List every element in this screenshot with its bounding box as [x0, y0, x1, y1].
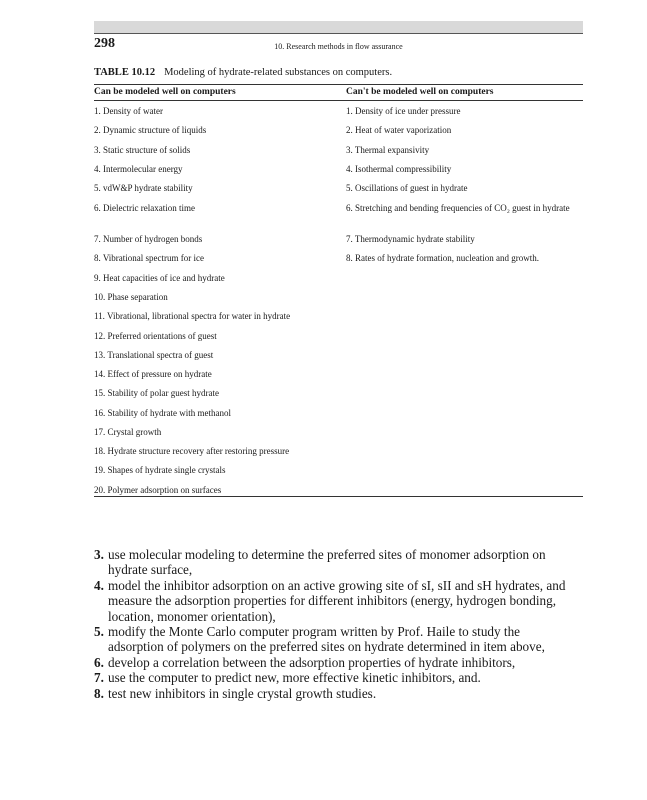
list-item-number: 3. [94, 547, 104, 562]
table-cell-left: 11. Vibrational, librational spectra for water in hydrate [94, 311, 291, 321]
table-cell-right: 1. Density of ice under pressure [346, 106, 461, 116]
list-item [94, 578, 574, 624]
table-top-rule [94, 84, 583, 85]
list-item [94, 624, 574, 655]
table-header-rule [94, 100, 583, 101]
table-caption [94, 67, 392, 78]
column-header-right: Can't be modeled well on computers [346, 87, 494, 97]
table-bottom-rule [94, 496, 583, 497]
table-cell-left: 4. Intermolecular energy [94, 164, 183, 174]
list-item-text: model the inhibitor adsorption on an active growing site of sI, sII and sH hydrates, and measure the adsorption properties for different inhibitors (energy, hydrogen bonding, location, monomer orientation), [108, 577, 566, 624]
list-item-number: 6. [94, 654, 104, 670]
table-cell-left: 15. Stability of polar guest hydrate [94, 388, 219, 398]
numbered-list [94, 547, 574, 701]
list-item-text: modify the Monte Carlo computer program written by Prof. Haile to study the adsorption of polymers on the preferred sites on hydrate determined in item above, [108, 624, 545, 655]
table-cell-left: 2. Dynamic structure of liquids [94, 125, 207, 135]
list-item-text: test new inhibitors in single crystal growth studies. [108, 685, 377, 701]
table-cell-left: 10. Phase separation [94, 292, 168, 302]
list-item [94, 547, 574, 578]
table-cell-left: 14. Effect of pressure on hydrate [94, 369, 212, 379]
table-cell-left: 3. Static structure of solids [94, 145, 191, 155]
list-item [94, 655, 574, 670]
table-cell-left: 12. Preferred orientations of guest [94, 331, 217, 341]
table-cell-left: 5. vdW&P hydrate stability [94, 183, 193, 193]
table-cell-left: 13. Translational spectra of guest [94, 350, 214, 360]
table-cell-left: 17. Crystal growth [94, 427, 162, 437]
header-bar [94, 21, 583, 33]
list-item [94, 670, 574, 685]
table-cell-left: 9. Heat capacities of ice and hydrate [94, 273, 225, 283]
table-cell-right: 8. Rates of hydrate formation, nucleation and growth. [346, 253, 539, 263]
page-number: 298 [94, 36, 115, 51]
table-cell-right: 7. Thermodynamic hydrate stability [346, 234, 475, 244]
table-cell-left: 7. Number of hydrogen bonds [94, 234, 203, 244]
table-cell-left: 18. Hydrate structure recovery after restoring pressure [94, 446, 290, 456]
list-item-number: 5. [94, 624, 104, 640]
running-head: 10. Research methods in flow assurance [274, 42, 403, 51]
table-label: TABLE 10.12 [94, 67, 156, 78]
table-cell-right: 5. Oscillations of guest in hydrate [346, 183, 468, 193]
list-item-text: use the computer to predict new, more effective kinetic inhibitors, and. [108, 670, 481, 686]
table-cell-left: 6. Dielectric relaxation time [94, 203, 195, 213]
table-cell-right: 3. Thermal expansivity [346, 145, 430, 155]
table-cell-left: 20. Polymer adsorption on surfaces [94, 485, 222, 495]
list-item-number: 7. [94, 670, 104, 686]
table-cell-left: 16. Stability of hydrate with methanol [94, 408, 231, 418]
list-item [94, 686, 574, 701]
list-item-number: 8. [94, 685, 104, 701]
column-header-left: Can be modeled well on computers [94, 87, 236, 97]
list-item-number: 4. [94, 577, 104, 593]
table-cell-right: 4. Isothermal compressibility [346, 164, 452, 174]
table-cell-left: 19. Shapes of hydrate single crystals [94, 465, 226, 475]
table-cell-left: 8. Vibrational spectrum for ice [94, 253, 205, 263]
header-rule [94, 33, 583, 34]
table-caption-text: Modeling of hydrate-related substances on computers. [164, 67, 393, 78]
table-cell-left: 1. Density of water [94, 106, 163, 116]
list-item-text: use molecular modeling to determine the preferred sites of monomer adsorption on hydrate surface, [108, 547, 546, 578]
table-cell-right: 6. Stretching and bending frequencies of CO₂ guest in hydrate [346, 203, 570, 213]
table-cell-right: 2. Heat of water vaporization [346, 125, 452, 135]
list-item-text: develop a correlation between the adsorption properties of hydrate inhibitors, [108, 654, 516, 670]
